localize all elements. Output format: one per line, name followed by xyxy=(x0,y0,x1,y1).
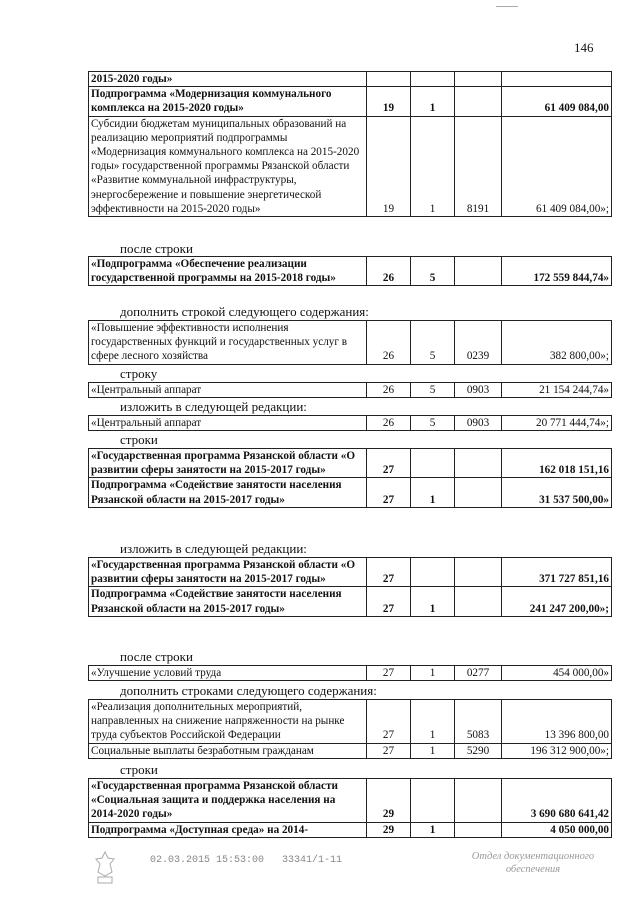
budget-table xyxy=(88,557,612,617)
ministry-code-cell: 19 xyxy=(367,87,411,116)
caption-rows: строки xyxy=(120,432,158,447)
budget-table xyxy=(88,415,612,431)
row-name-cell: Подпрограмма «Модернизация коммунального комплекса на 2015-2020 годы» xyxy=(89,87,367,116)
amount-cell: 241 247 200,00»; xyxy=(502,587,612,616)
amount-cell: 20 771 444,74»; xyxy=(502,416,612,431)
table-row xyxy=(89,257,612,286)
row-name-cell: Подпрограмма «Доступная среда» на 2014- xyxy=(89,822,367,837)
ministry-code-cell: 27 xyxy=(367,666,411,681)
row-name-cell: «Центральный аппарат xyxy=(89,383,367,398)
subprogram-code-cell xyxy=(411,449,455,478)
direction-code-cell: 0277 xyxy=(455,666,502,681)
row-name-cell: 2015-2020 годы» xyxy=(89,72,367,87)
table-row xyxy=(89,383,612,398)
subprogram-code-cell xyxy=(411,72,455,87)
caption-after-row: после строки xyxy=(120,241,193,256)
table-row xyxy=(89,666,612,681)
budget-table xyxy=(88,699,612,759)
amount-cell: 196 312 900,00»; xyxy=(502,743,612,758)
subprogram-code-cell: 5 xyxy=(411,416,455,431)
coat-of-arms-icon xyxy=(92,850,118,886)
subprogram-code-cell: 1 xyxy=(411,87,455,116)
direction-code-cell xyxy=(455,587,502,616)
subprogram-code-cell xyxy=(411,779,455,823)
subprogram-code-cell: 1 xyxy=(411,743,455,758)
amount-cell: 31 537 500,00» xyxy=(502,478,612,507)
table-row xyxy=(89,72,612,87)
subprogram-code-cell: 1 xyxy=(411,666,455,681)
amount-cell: 61 409 084,00»; xyxy=(502,116,612,216)
direction-code-cell: 0239 xyxy=(455,321,502,365)
amount-cell: 3 690 680 641,42 xyxy=(502,779,612,823)
amount-cell: 61 409 084,00 xyxy=(502,87,612,116)
ministry-code-cell: 27 xyxy=(367,743,411,758)
direction-code-cell xyxy=(455,779,502,823)
table-row xyxy=(89,416,612,431)
table-row xyxy=(89,779,612,823)
direction-code-cell: 0903 xyxy=(455,383,502,398)
caption-rows: строки xyxy=(120,762,158,777)
table-row xyxy=(89,587,612,616)
ministry-code-cell: 26 xyxy=(367,383,411,398)
budget-table xyxy=(88,382,612,398)
caption-edit: изложить в следующей редакции: xyxy=(120,541,307,556)
amount-cell: 382 800,00»; xyxy=(502,321,612,365)
ministry-code-cell: 27 xyxy=(367,478,411,507)
amount-cell: 13 396 800,00 xyxy=(502,700,612,744)
subprogram-code-cell: 1 xyxy=(411,700,455,744)
ministry-code-cell: 29 xyxy=(367,779,411,823)
amount-cell: 371 727 851,16 xyxy=(502,558,612,587)
table-row xyxy=(89,116,612,216)
table-row xyxy=(89,449,612,478)
table-row xyxy=(89,558,612,587)
amount-cell: 162 018 151,16 xyxy=(502,449,612,478)
scan-mark xyxy=(496,6,518,7)
footer-timestamp: 02.03.2015 15:53:00 xyxy=(150,855,265,866)
footer-doc-id: 33341/1-11 xyxy=(282,855,343,866)
direction-code-cell xyxy=(455,449,502,478)
direction-code-cell xyxy=(455,478,502,507)
row-name-cell: Подпрограмма «Содействие занятости населения Рязанской области на 2015-2017 годы» xyxy=(89,478,367,507)
row-name-cell: «Реализация дополнительных мероприятий, направленных на снижение напряженности на рынке труда субъектов Российской Федерации xyxy=(89,700,367,744)
ministry-code-cell: 27 xyxy=(367,700,411,744)
subprogram-code-cell: 1 xyxy=(411,478,455,507)
table-row xyxy=(89,700,612,744)
amount-cell: 172 559 844,74» xyxy=(502,257,612,286)
table-row xyxy=(89,478,612,507)
direction-code-cell xyxy=(455,558,502,587)
budget-table xyxy=(88,448,612,508)
row-name-cell: «Государственная программа Рязанской области «О развитии сферы занятости на 2015-2017 годы» xyxy=(89,558,367,587)
amount-cell xyxy=(502,72,612,87)
ministry-code-cell: 26 xyxy=(367,321,411,365)
direction-code-cell: 5290 xyxy=(455,743,502,758)
amount-cell: 454 000,00» xyxy=(502,666,612,681)
ministry-code-cell: 29 xyxy=(367,822,411,837)
row-name-cell: «Государственная программа Рязанской области «Социальная защита и поддержка населения на 2014-2020 годы» xyxy=(89,779,367,823)
caption-edit: изложить в следующей редакции: xyxy=(120,399,307,414)
ministry-code-cell: 27 xyxy=(367,587,411,616)
row-name-cell: «Повышение эффективности исполнения государственных функций и государственных услуг в сфере лесного хозяйства xyxy=(89,321,367,365)
table-row xyxy=(89,743,612,758)
row-name-cell: Социальные выплаты безработным гражданам xyxy=(89,743,367,758)
row-name-cell: «Государственная программа Рязанской области «О развитии сферы занятости на 2015-2017 годы» xyxy=(89,449,367,478)
budget-table xyxy=(88,256,612,286)
table-row xyxy=(89,822,612,837)
ministry-code-cell: 26 xyxy=(367,257,411,286)
page-number: 146 xyxy=(574,40,594,55)
table-row xyxy=(89,87,612,116)
table-row xyxy=(89,321,612,365)
caption-add-row: дополнить строкой следующего содержания: xyxy=(120,304,369,319)
budget-table xyxy=(88,71,612,217)
caption-after-row: после строки xyxy=(120,649,193,664)
subprogram-code-cell: 1 xyxy=(411,116,455,216)
row-name-cell: «Улучшение условий труда xyxy=(89,666,367,681)
row-name-cell: Субсидии бюджетам муниципальных образований на реализацию мероприятий подпрограммы «Модернизация коммунального комплекса на 2015-2020 годы» государственной программы Рязанской области «Развитие коммунальной инфраструктуры, энергосбережение и повышение энергетической эффективности на 2015-2020 годы» xyxy=(89,116,367,216)
subprogram-code-cell: 1 xyxy=(411,822,455,837)
subprogram-code-cell: 5 xyxy=(411,321,455,365)
budget-table xyxy=(88,778,612,838)
subprogram-code-cell: 5 xyxy=(411,383,455,398)
direction-code-cell xyxy=(455,257,502,286)
direction-code-cell xyxy=(455,72,502,87)
subprogram-code-cell xyxy=(411,558,455,587)
direction-code-cell: 0903 xyxy=(455,416,502,431)
subprogram-code-cell: 1 xyxy=(411,587,455,616)
ministry-code-cell: 27 xyxy=(367,449,411,478)
department-stamp: Отдел документационного обеспечения xyxy=(471,851,595,875)
caption-add-rows: дополнить строками следующего содержания: xyxy=(120,683,377,698)
budget-table xyxy=(88,320,612,365)
subprogram-code-cell: 5 xyxy=(411,257,455,286)
direction-code-cell xyxy=(455,822,502,837)
ministry-code-cell: 27 xyxy=(367,558,411,587)
amount-cell: 4 050 000,00 xyxy=(502,822,612,837)
budget-table xyxy=(88,665,612,681)
direction-code-cell: 8191 xyxy=(455,116,502,216)
ministry-code-cell xyxy=(367,72,411,87)
ministry-code-cell: 26 xyxy=(367,416,411,431)
caption-row: строку xyxy=(120,366,158,381)
row-name-cell: «Центральный аппарат xyxy=(89,416,367,431)
row-name-cell: Подпрограмма «Содействие занятости населения Рязанской области на 2015-2017 годы» xyxy=(89,587,367,616)
amount-cell: 21 154 244,74» xyxy=(502,383,612,398)
direction-code-cell xyxy=(455,87,502,116)
ministry-code-cell: 19 xyxy=(367,116,411,216)
direction-code-cell: 5083 xyxy=(455,700,502,744)
row-name-cell: «Подпрограмма «Обеспечение реализации государственной программы на 2015-2018 годы» xyxy=(89,257,367,286)
